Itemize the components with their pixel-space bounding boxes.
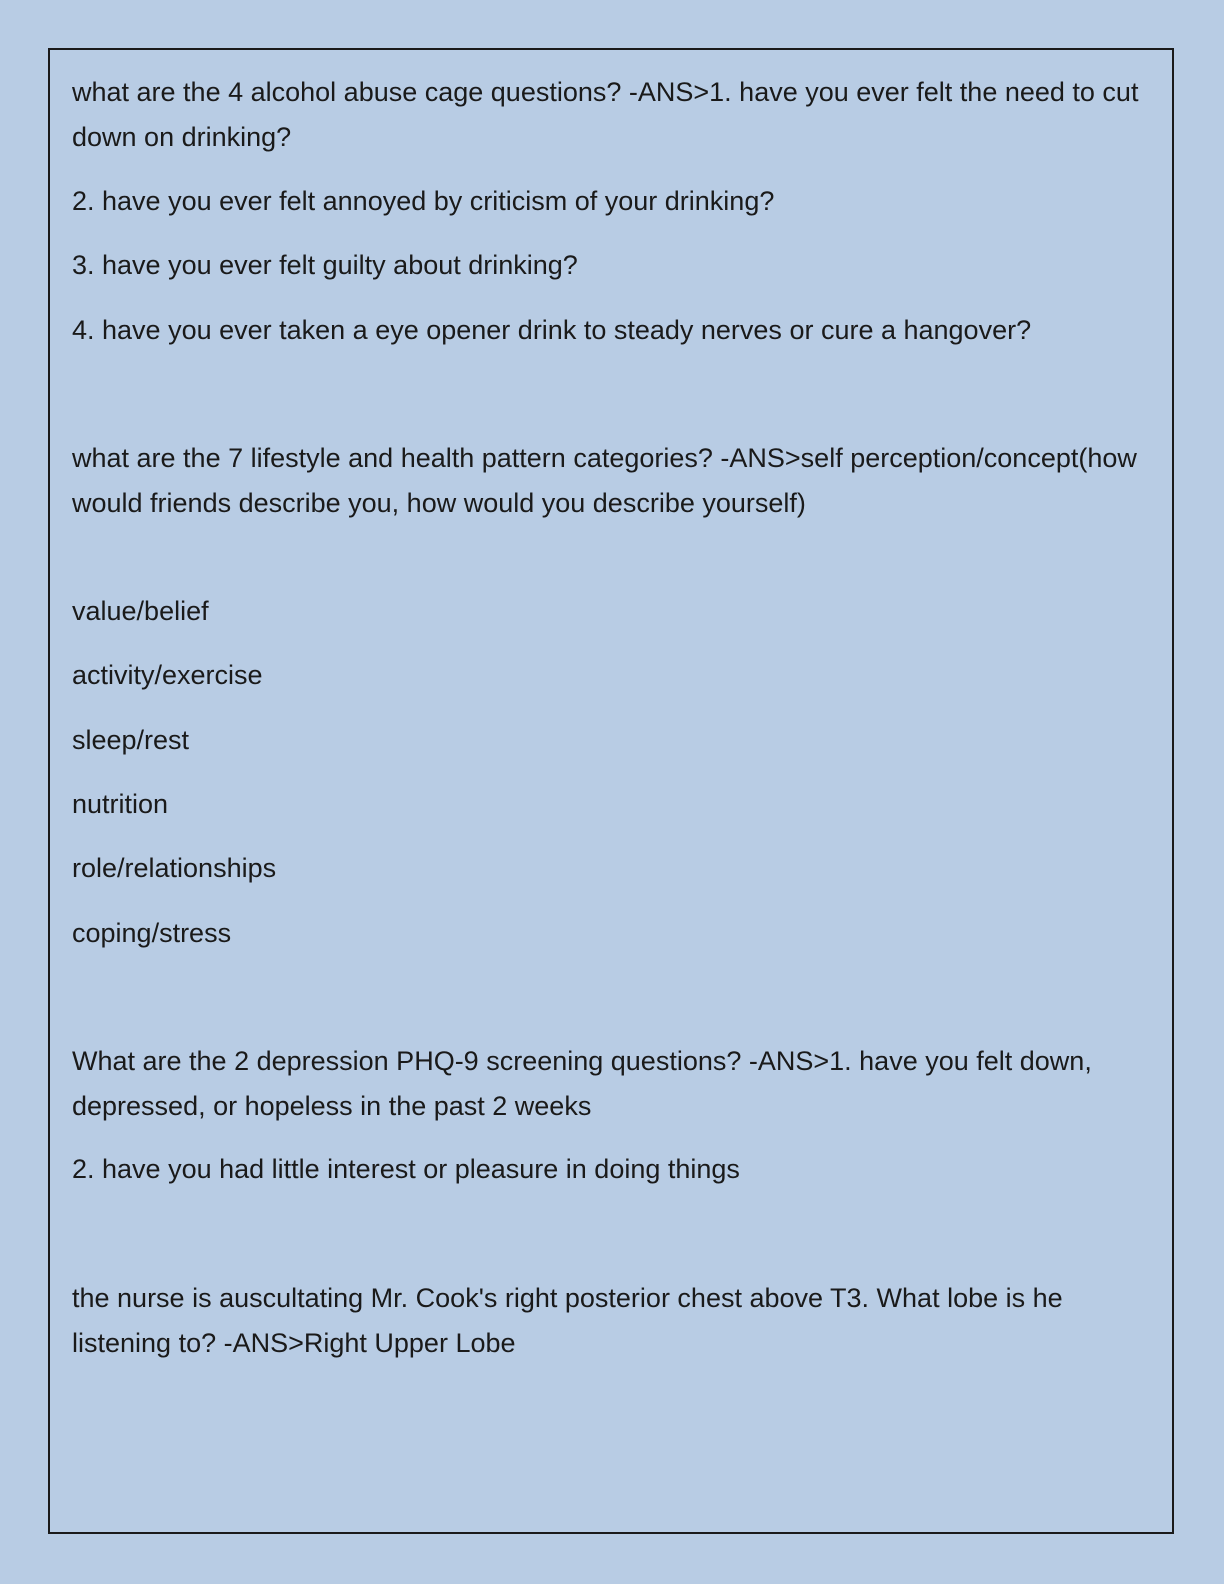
lifestyle-item-value-belief: value/belief [72,596,209,626]
lifestyle-item-nutrition: nutrition [72,789,169,819]
cage-answer-4: 4. have you ever taken a eye opener drink to steady nerves or cure a hangover? [72,315,1032,345]
cage-answer-2: 2. have you ever felt annoyed by criticism of your drinking? [72,186,775,216]
cage-answer-3: 3. have you ever felt guilty about drinking? [72,250,578,280]
lifestyle-item-coping-stress: coping/stress [72,918,232,948]
lifestyle-item-sleep-rest: sleep/rest [72,725,190,755]
phq9-question-paragraph: What are the 2 depression PHQ-9 screening questions? -ANS>1. have you felt down, depressed, or hopeless in the past 2 weeks [72,1046,1092,1121]
auscultation-question-paragraph: the nurse is auscultating Mr. Cook's right posterior chest above T3. What lobe is he listening to? -ANS>Right Upper Lobe [72,1283,1063,1358]
phq9-answer-2: 2. have you had little interest or pleasure in doing things [72,1154,740,1184]
lifestyle-item-role-relationships: role/relationships [72,853,277,883]
lifestyle-item-activity-exercise: activity/exercise [72,660,263,690]
cage-question-paragraph: what are the 4 alcohol abuse cage questions? -ANS>1. have you ever felt the need to cut down on drinking? [72,77,1139,152]
lifestyle-question-paragraph: what are the 7 lifestyle and health pattern categories? -ANS>self perception/concept(how would friends describe you, how would you describe yourself) [72,443,1137,518]
